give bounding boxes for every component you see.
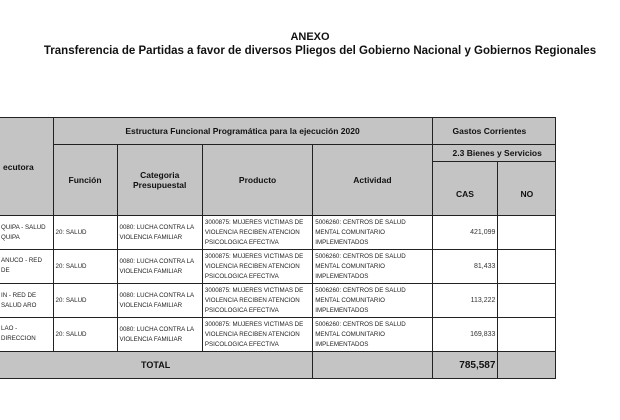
total-cas: 785,587	[432, 352, 498, 379]
table-row	[0, 318, 556, 352]
header-bienes-servicios: 2.3 Bienes y Servicios	[432, 145, 555, 162]
header-actividad: Actividad	[313, 145, 432, 216]
header-funcion: Función	[53, 145, 117, 216]
cell-no-cas	[498, 318, 556, 352]
cell-producto: 3000875: MUJERES VICTIMAS DE VIOLENCIA RECIBEN ATENCION PSICOLOGICA EFECTIVA	[202, 250, 312, 284]
cell-no-cas	[498, 250, 556, 284]
total-label: TOTAL	[0, 352, 313, 379]
cell-funcion: 20: SALUD	[53, 318, 117, 352]
cell-funcion: 20: SALUD	[53, 250, 117, 284]
cell-producto: 3000875: MUJERES VICTIMAS DE VIOLENCIA RECIBEN ATENCION PSICOLOGICA EFECTIVA	[202, 216, 312, 250]
cell-categoria: 0080: LUCHA CONTRA LA VIOLENCIA FAMILIAR	[117, 216, 202, 250]
document-subtitle: Transferencia de Partidas a favor de diversos Pliegos del Gobierno Nacional y Gobiernos Regionales	[43, 45, 597, 57]
cell-cas: 81,433	[432, 250, 498, 284]
table-row	[0, 250, 556, 284]
document-title: ANEXO	[290, 31, 330, 43]
cell-ejecutora: QUIPA - SALUD QUIPA	[0, 216, 53, 250]
total-no-cas	[498, 352, 556, 379]
cell-no-cas	[498, 284, 556, 318]
transfer-table	[0, 117, 556, 379]
cell-actividad: 5006260: CENTROS DE SALUD MENTAL COMUNITARIO IMPLEMENTADOS	[313, 284, 432, 318]
cell-funcion: 20: SALUD	[53, 216, 117, 250]
cell-no-cas	[498, 216, 556, 250]
header-unidad-ejecutora: ecutora	[0, 118, 53, 216]
cell-ejecutora: LAO - DIRECCION	[0, 318, 53, 352]
header-categoria: Categoria Presupuestal	[117, 145, 202, 216]
cell-actividad: 5006260: CENTROS DE SALUD MENTAL COMUNITARIO IMPLEMENTADOS	[313, 250, 432, 284]
cell-actividad: 5006260: CENTROS DE SALUD MENTAL COMUNITARIO IMPLEMENTADOS	[313, 216, 432, 250]
cell-categoria: 0080: LUCHA CONTRA LA VIOLENCIA FAMILIAR	[117, 284, 202, 318]
table-row	[0, 216, 556, 250]
header-producto: Producto	[202, 145, 312, 216]
cell-cas: 169,833	[432, 318, 498, 352]
cell-ejecutora: ANUCO - RED DE	[0, 250, 53, 284]
header-gastos-corrientes: Gastos Corrientes	[432, 118, 555, 145]
cell-producto: 3000875: MUJERES VICTIMAS DE VIOLENCIA RECIBEN ATENCION PSICOLOGICA EFECTIVA	[202, 284, 312, 318]
cell-categoria: 0080: LUCHA CONTRA LA VIOLENCIA FAMILIAR	[117, 318, 202, 352]
total-row	[0, 352, 556, 379]
cell-funcion: 20: SALUD	[53, 284, 117, 318]
header-estructura: Estructura Funcional Programática para la ejecución 2020	[53, 118, 432, 145]
header-no-cas: NO	[498, 162, 556, 216]
total-spacer	[313, 352, 432, 379]
cell-ejecutora: IN - RED DE SALUD ARO	[0, 284, 53, 318]
table-row	[0, 284, 556, 318]
cell-producto: 3000875: MUJERES VICTIMAS DE VIOLENCIA RECIBEN ATENCION PSICOLOGICA EFECTIVA	[202, 318, 312, 352]
cell-actividad: 5006260: CENTROS DE SALUD MENTAL COMUNITARIO IMPLEMENTADOS	[313, 318, 432, 352]
cell-cas: 421,099	[432, 216, 498, 250]
header-cas: CAS	[432, 162, 498, 216]
cell-categoria: 0080: LUCHA CONTRA LA VIOLENCIA FAMILIAR	[117, 250, 202, 284]
cell-cas: 113,222	[432, 284, 498, 318]
